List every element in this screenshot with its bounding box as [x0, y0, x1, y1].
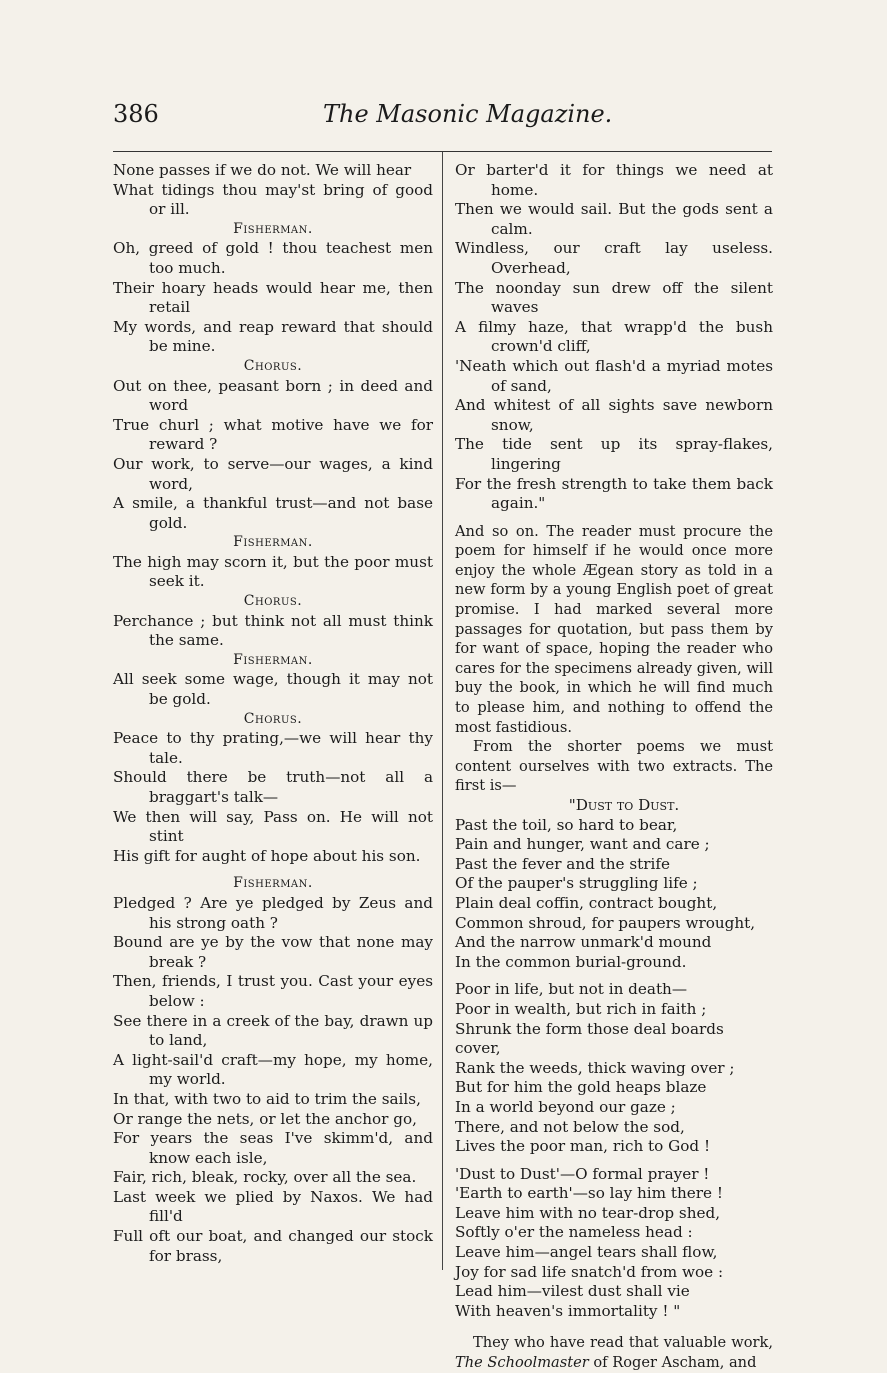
verse-line: Or range the nets, or let the anchor go, [113, 1109, 417, 1128]
verse-line: Leave him—angel tears shall flow, [455, 1243, 718, 1262]
verse-line: Our work, to serve—our wages, a kind word, [113, 454, 433, 493]
verse-line: The tide sent up its spray-flakes, lingering [455, 435, 773, 473]
verse-line: Poor in wealth, but rich in faith ; [455, 999, 707, 1018]
verse-line: Fair, rich, bleak, rocky, over all the sea. [113, 1168, 417, 1187]
poem-stanza [455, 1165, 773, 1322]
verse-line: Of the pauper's struggling life ; [455, 874, 698, 893]
verse-line: With heaven's immortality ! " [455, 1301, 681, 1320]
verse-line: Pledged ? Are ye pledged by Zeus and his strong oath ? [113, 893, 433, 932]
prose-paragraph [455, 1333, 773, 1372]
verse-line: Pain and hunger, want and care ; [455, 835, 710, 854]
verse-line: Common shroud, for paupers wrought, [455, 913, 756, 932]
speaker-label: Fisherman. [233, 534, 313, 551]
prose-text: of Roger Ascham, and [588, 1354, 757, 1372]
poem-stanza [455, 980, 773, 1156]
verse-line: Full oft our boat, and changed our stock for brass, [113, 1227, 433, 1265]
verse-line: The noonday sun drew off the silent waves [455, 278, 773, 317]
verse-line: In the common burial-ground. [455, 952, 687, 971]
verse-line: For the fresh strength to take them back again." [455, 474, 773, 513]
verse-line: Then we would sail. But the gods sent a calm. [455, 200, 773, 238]
verse-line: Bound are ye by the vow that none may break ? [113, 933, 433, 971]
verse-line: True churl ; what motive have we for reward ? [113, 415, 433, 454]
verse-line: Past the toil, so hard to bear, [455, 815, 678, 834]
verse-line: Lives the poor man, rich to God ! [455, 1137, 711, 1156]
speaker-label: Fisherman. [233, 875, 313, 892]
verse-line: A filmy haze, that wrapp'd the bush crown'd cliff, [455, 317, 773, 356]
verse-line: My words, and reap reward that should be mine. [113, 317, 433, 356]
right-column [455, 161, 773, 1373]
verse-line: Windless, our craft lay useless. Overhead, [455, 239, 773, 277]
verse-line: None passes if we do not. We will hear [113, 161, 412, 179]
verse-line: Peace to thy prating,—we will hear thy tale. [113, 729, 433, 767]
verse-line: Last week we plied by Naxos. We had fill'd [113, 1187, 433, 1226]
verse-line: What tidings thou may'st bring of good or ill. [113, 180, 433, 219]
speaker-label: Chorus. [243, 710, 303, 727]
verse-block-top [455, 161, 773, 514]
left-column [113, 161, 433, 1266]
verse-line: In a world beyond our gaze ; [455, 1097, 676, 1116]
verse-line: 'Neath which out flash'd a myriad motes of sand, [455, 356, 773, 395]
verse-line: And whitest of all sights save newborn snow, [455, 396, 773, 434]
speaker-label: Chorus. [243, 593, 303, 610]
verse-line: Shrunk the form those deal boards cover, [455, 1019, 724, 1058]
verse-line: Rank the weeds, thick waving over ; [455, 1058, 735, 1077]
verse-line: In that, with two to aid to trim the sails, [113, 1089, 421, 1108]
verse-line: All seek some wage, though it may not be gold. [113, 670, 433, 709]
verse-line: Perchance ; but think not all must think the same. [113, 611, 433, 650]
prose-paragraph: From the shorter poems we must content ourselves with two extracts. The first is— [455, 738, 773, 795]
verse-line: Their hoary heads would hear me, then retail [113, 278, 433, 317]
page-header [113, 100, 773, 136]
verse-line: And the narrow unmark'd mound [455, 933, 712, 952]
verse-line: Oh, greed of gold ! thou teachest men too much. [113, 239, 433, 277]
verse-line: Joy for sad life snatch'd from woe : [455, 1262, 724, 1281]
verse-line: Or barter'd it for things we need at home. [455, 161, 773, 199]
verse-line: Past the fever and the strife [455, 854, 670, 873]
prose-text: They who have read that valuable work, [473, 1334, 773, 1352]
verse-line: Leave him with no tear-drop shed, [455, 1203, 721, 1222]
speaker-label: Fisherman. [233, 220, 313, 237]
verse-line: The high may scorn it, but the poor must seek it. [113, 552, 433, 591]
prose-paragraph: And so on. The reader must procure the poem for himself if he would once more enjoy the whole Ægean story as told in a new form by a young English poet of great promise. I had marked several more passages for quotation, but pass them by for want of space, hoping the reader who cares for the specimens already given, will buy the book, in which he will find much to please him, and nothing to offend the most fastidious. [455, 522, 773, 736]
verse-line: There, and not below the sod, [455, 1117, 685, 1136]
column-divider [442, 152, 443, 1270]
book-title: The Schoolmaster [455, 1354, 589, 1372]
verse-line: Plain deal coffin, contract bought, [455, 893, 718, 912]
speaker-label: Chorus. [243, 357, 303, 374]
poem-stanza [455, 816, 773, 973]
magazine-title: The Masonic Magazine. [323, 100, 613, 128]
verse-line: Should there be truth—not all a braggart's talk— [113, 768, 433, 806]
verse-line: We then will say, Pass on. He will not stint [113, 807, 433, 846]
verse-line: Lead him—vilest dust shall vie [455, 1282, 690, 1301]
verse-line: A light-sail'd craft—my hope, my home, my world. [113, 1050, 433, 1089]
verse-line: Out on thee, peasant born ; in deed and word [113, 376, 433, 415]
verse-line: 'Dust to Dust'—O formal prayer ! [455, 1164, 710, 1183]
verse-line: 'Earth to earth'—so lay him there ! [455, 1184, 723, 1203]
verse-line: See there in a creek of the bay, drawn up to land, [113, 1011, 433, 1050]
verse-line: A smile, a thankful trust—and not base gold. [113, 494, 433, 532]
verse-line: Poor in life, but not in death— [455, 980, 688, 999]
verse-line: Then, friends, I trust you. Cast your eyes below : [113, 972, 433, 1010]
verse-line: For years the seas I've skimm'd, and know each isle, [113, 1129, 433, 1167]
verse-line: Softly o'er the nameless head : [455, 1223, 693, 1242]
speaker-label: Fisherman. [233, 651, 313, 668]
page-number: 386 [113, 100, 159, 128]
verse-line: But for him the gold heaps blaze [455, 1078, 707, 1097]
verse-line: His gift for aught of hope about his son. [113, 846, 421, 865]
poem-title: "Dust to Dust. [568, 796, 680, 814]
